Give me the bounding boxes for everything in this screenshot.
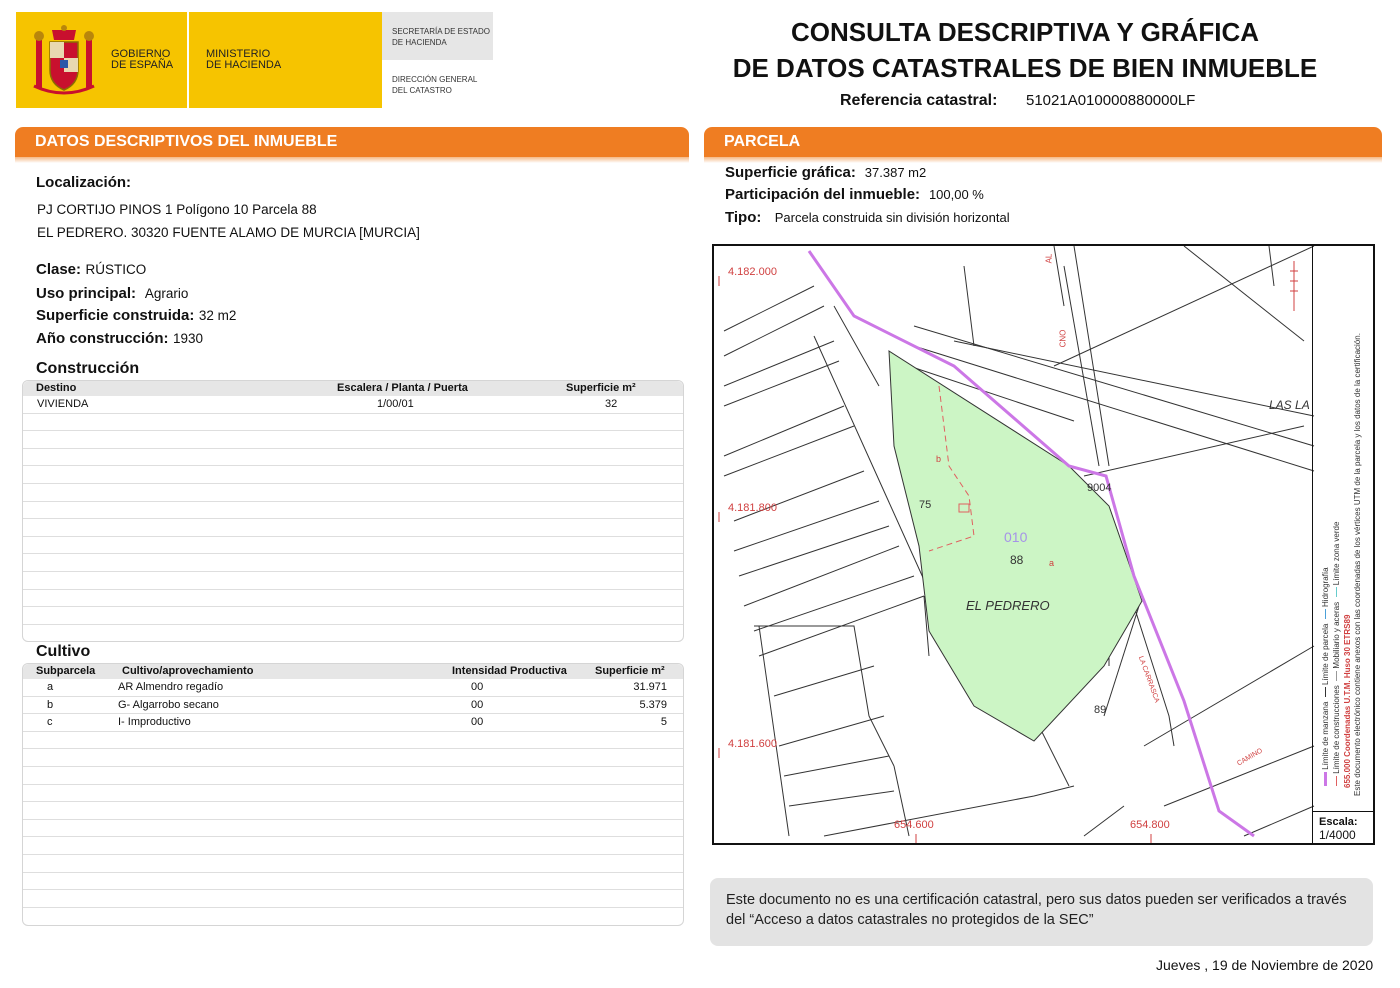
table-row-empty — [23, 414, 683, 432]
subparcel-a-label: a — [1049, 558, 1055, 568]
table-row-empty — [23, 855, 683, 873]
table-row: b G- Algarrobo secano 00 5.379 — [23, 697, 683, 715]
map-canvas — [714, 246, 1373, 843]
table-row-empty — [23, 785, 683, 803]
table-row-empty — [23, 519, 683, 537]
localizacion-line1: PJ CORTIJO PINOS 1 Polígono 10 Parcela 88 — [37, 202, 317, 217]
ministry-name-line2: DE HACIENDA — [206, 59, 282, 71]
page-title: CONSULTA DESCRIPTIVA Y GRÁFICA DE DATOS CATASTRALES DE BIEN INMUEBLE — [732, 17, 1318, 83]
table-row-empty — [23, 749, 683, 767]
ref-catastral-value: 51021A010000880000LF — [1026, 92, 1196, 109]
coord-y2: 4.181.800 — [728, 502, 777, 514]
uso-row: Uso principal: Agrario — [36, 285, 189, 302]
construccion-table-header: Destino Escalera / Planta / Puerta Superficie m² — [23, 381, 683, 396]
direccion-line2: DEL CATASTRO — [392, 86, 452, 95]
table-row: a AR Almendro regadío 00 31.971 — [23, 679, 683, 697]
label-al: AL — [1044, 253, 1054, 264]
datos-section-header: DATOS DESCRIPTIVOS DEL INMUEBLE — [15, 127, 689, 163]
subparcel-b-label: b — [936, 454, 942, 464]
cultivo-table-header: Subparcela Cultivo/aprovechamiento Intensidad Productiva Superficie m² — [23, 664, 683, 679]
table-row-empty — [23, 466, 683, 484]
table-row-empty — [23, 802, 683, 820]
table-row-empty — [23, 572, 683, 590]
document-date: Jueves , 19 de Noviembre de 2020 — [1156, 957, 1374, 973]
coord-x1: 654.600 — [894, 819, 934, 831]
label-carrasca: LA CARRASCA — [1136, 655, 1161, 704]
table-row-empty — [23, 449, 683, 467]
table-row-empty — [23, 837, 683, 855]
scale-divider — [1312, 811, 1375, 812]
parcel-number: 010 — [1004, 529, 1028, 545]
ref-catastral-label: Referencia catastral: — [840, 92, 998, 109]
label-9004: 9004 — [1087, 482, 1112, 494]
table-row-empty — [23, 873, 683, 891]
anio-construccion-row: Año construcción: 1930 — [36, 330, 204, 347]
cultivo-table — [22, 663, 684, 926]
tipo-row: Tipo: Parcela construida sin división horizontal — [725, 209, 1010, 226]
table-row-empty — [23, 554, 683, 572]
parcel-id-label: 88 — [1010, 553, 1024, 567]
clase-row: Clase: RÚSTICO — [36, 261, 147, 278]
coat-of-arms-icon — [30, 24, 98, 96]
table-row-empty — [23, 607, 683, 625]
label-89: 89 — [1094, 704, 1107, 716]
coord-x2: 654.800 — [1130, 819, 1170, 831]
table-row-empty — [23, 820, 683, 838]
place-name: EL PEDRERO — [966, 598, 1050, 613]
table-row-empty — [23, 890, 683, 908]
table-row-empty — [23, 502, 683, 520]
secretaria-line2: DE HACIENDA — [392, 38, 447, 47]
map-legend: Límite de manzana Límite de parcela Hidrografía Límite de construcciones Mobiliario y aceras Límite zona verde 655.000 Coordenadas U.T.M. Huso 30 ETRS89 Este documento electrónico contiene anexos con las coordenadas de los vértices UTM de la parcela y los datos de la certificación. — [1321, 333, 1362, 796]
construccion-table — [22, 380, 684, 642]
verification-note: Este documento no es una certificación catastral, pero sus datos pueden ser verificados a través del “Acceso a datos catastrales no protegidos de la SEC” — [710, 878, 1373, 946]
table-row-empty — [23, 590, 683, 608]
construccion-title: Construcción — [36, 360, 140, 377]
direccion-line1: DIRECCIÓN GENERAL — [392, 75, 478, 84]
label-las: LAS LA — [1269, 398, 1310, 412]
table-row-empty — [23, 431, 683, 449]
localizacion-line2: EL PEDRERO. 30320 FUENTE ALAMO DE MURCIA [MURCIA] — [37, 225, 420, 240]
table-row: c I- Improductivo 00 5 — [23, 714, 683, 732]
coord-y3: 4.181.600 — [728, 738, 777, 750]
table-row-empty — [23, 732, 683, 750]
logo-divider — [187, 12, 189, 108]
scale-label: Escala: — [1319, 816, 1358, 828]
parcel-polygon[interactable] — [889, 351, 1142, 741]
localizacion-label: Localización: — [36, 174, 132, 191]
parcela-section-header: PARCELA — [704, 127, 1382, 163]
coord-y1: 4.182.000 — [728, 266, 777, 278]
superficie-construida-row: Superficie construida: 32 m2 — [36, 307, 237, 324]
gov-name-line2: DE ESPAÑA — [111, 59, 174, 71]
cultivo-title: Cultivo — [36, 643, 91, 660]
table-row: VIVIENDA 1/00/01 32 — [23, 396, 683, 414]
participacion-row: Participación del inmueble: 100,00 % — [725, 186, 984, 203]
table-row-empty — [23, 767, 683, 785]
label-cno: CNO — [1058, 329, 1068, 348]
superficie-grafica-row: Superficie gráfica: 37.387 m2 — [725, 164, 927, 181]
label-75: 75 — [919, 499, 932, 511]
label-camino: CAMINO — [1236, 747, 1264, 768]
ministry-name-line1: MINISTERIO — [206, 48, 271, 60]
table-row-empty — [23, 537, 683, 555]
gov-name-line1: GOBIERNO — [111, 48, 171, 60]
scale-value: 1/4000 — [1319, 828, 1356, 842]
table-row-empty — [23, 484, 683, 502]
secretaria-line1: SECRETARÍA DE ESTADO — [392, 27, 490, 36]
cadastral-map[interactable] — [712, 244, 1375, 845]
